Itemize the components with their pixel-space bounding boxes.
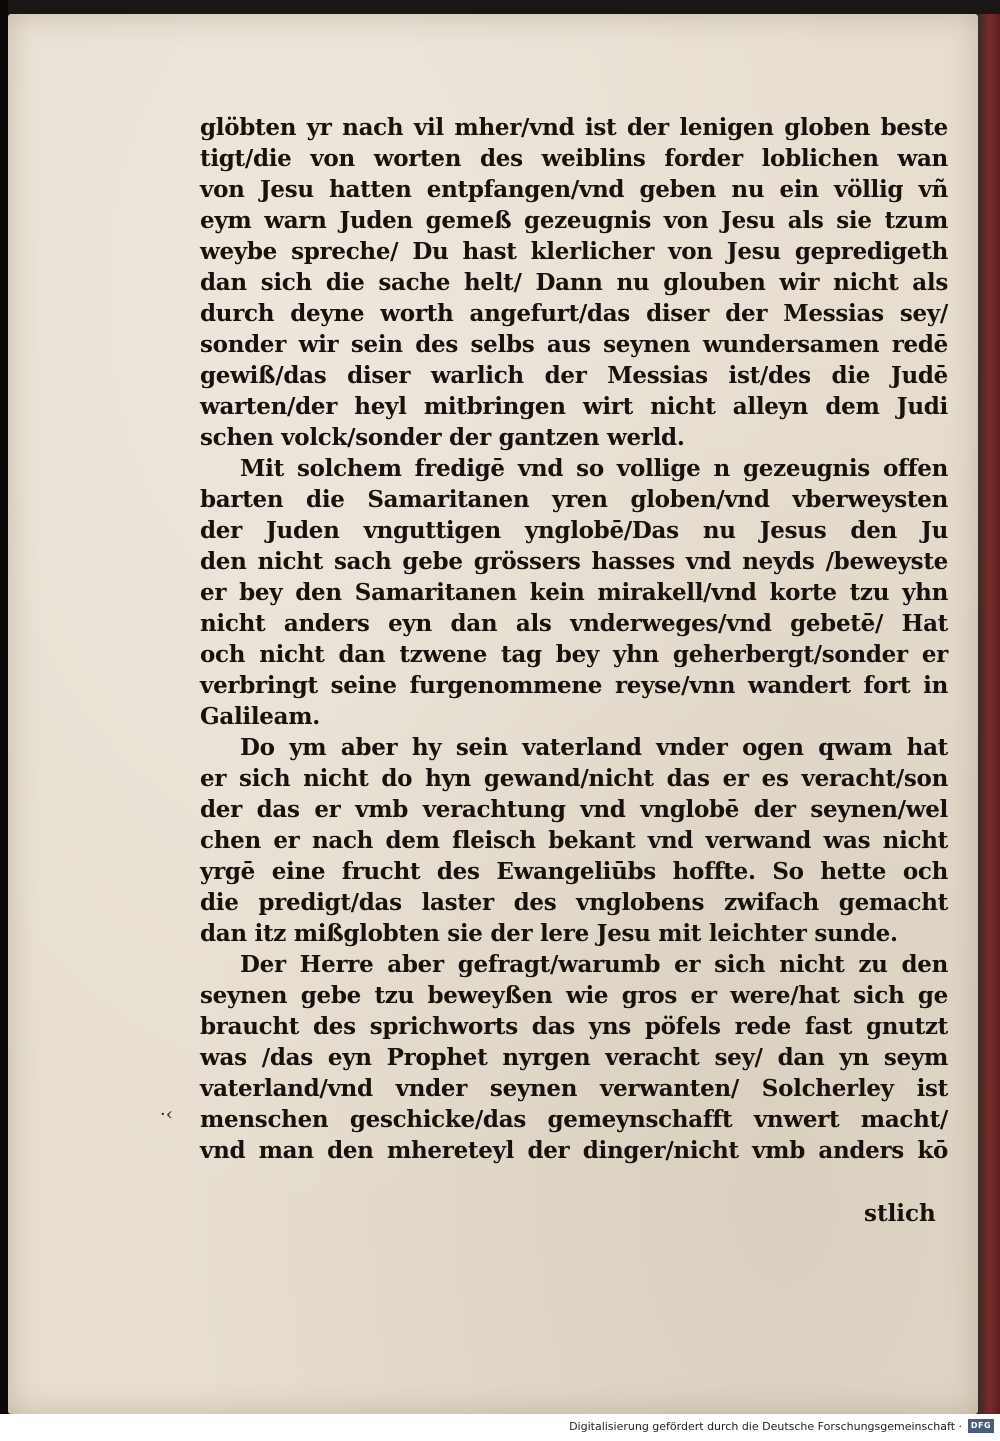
text-line: dan sich die sache helt/ Dann nu glouben wir nicht als (200, 269, 948, 296)
text-line: barten die Samaritanen yren globen/vnd vberweysten (200, 486, 948, 513)
text-line: vnd man den mhereteyl der dinger/nicht vmb anders kō (200, 1137, 948, 1164)
dfg-logo-icon: DFG (968, 1419, 994, 1433)
scan-left-border (0, 0, 8, 1441)
text-line: er sich nicht do hyn gewand/nicht das er es veracht/son (200, 765, 948, 792)
text-line: Mit solchem fredigē vnd so vollige n gezeugnis offen (240, 455, 948, 482)
text-line: braucht des sprichworts das yns pöfels rede fast gnutzt (200, 1013, 948, 1040)
text-line: vaterland/vnd vnder seynen verwanten/ Solcherley ist (200, 1075, 948, 1102)
text-line: eym warn Juden gemeß gezeugnis von Jesu als sie tzum (200, 207, 948, 234)
page-text-block (200, 112, 948, 1166)
footer-bar (0, 1414, 1000, 1441)
text-line: durch deyne worth angefurt/das diser der Messias sey/ (200, 300, 948, 327)
text-line: menschen geschicke/das gemeynschafft vnwert macht/ (200, 1106, 948, 1133)
text-line: tigt/die von worten des weiblins forder loblichen wan (200, 145, 948, 172)
text-line: weybe spreche/ Du hast klerlicher von Jesu gepredigeth (200, 238, 948, 265)
funding-credit: Digitalisierung gefördert durch die Deutsche Forschungsgemeinschaft · (569, 1420, 962, 1433)
text-line: die predigt/das laster des vnglobens zwifach gemacht (200, 889, 948, 916)
text-line: warten/der heyl mitbringen wirt nicht alleyn dem Judi (200, 393, 948, 420)
text-line: sonder wir sein des selbs aus seynen wundersamen redē (200, 331, 948, 358)
text-line: schen volck/sonder der gantzen werld. (200, 424, 685, 451)
text-line: den nicht sach gebe grössers hasses vnd neyds /beweyste (200, 548, 948, 575)
text-line: och nicht dan tzwene tag bey yhn geherbergt/sonder er (200, 641, 948, 668)
text-line: von Jesu hatten entpfangen/vnd geben nu ein völlig vñ (200, 176, 948, 203)
text-line: seynen gebe tzu beweyßen wie gros er were/hat sich ge (200, 982, 948, 1009)
text-line: nicht anders eyn dan als vnderweges/vnd gebetē/ Hat (200, 610, 948, 637)
margin-mark: ·‹ (160, 1104, 173, 1125)
text-line: dan itz mißglobten sie der lere Jesu mit leichter sunde. (200, 920, 898, 947)
text-line: Do ym aber hy sein vaterland vnder ogen qwam hat (240, 734, 948, 761)
text-line: was /das eyn Prophet nyrgen veracht sey/ dan yn seym (200, 1044, 948, 1071)
text-line: Der Herre aber gefragt/warumb er sich nicht zu den (240, 951, 948, 978)
text-line: er bey den Samaritanen kein mirakell/vnd korte tzu yhn (200, 579, 948, 606)
text-line: der das er vmb verachtung vnd vnglobē der seynen/wel (200, 796, 948, 823)
text-line: gewiß/das diser warlich der Messias ist/des die Judē (200, 362, 948, 389)
book-spine-edge (978, 14, 1000, 1414)
catchword: stlich (864, 1200, 936, 1227)
text-line: chen er nach dem fleisch bekant vnd verwand was nicht (200, 827, 948, 854)
text-line: glöbten yr nach vil mher/vnd ist der lenigen globen beste (200, 114, 948, 141)
text-line: yrgē eine frucht des Ewangeliūbs hoffte. So hette och (200, 858, 948, 885)
text-line: der Juden vnguttigen ynglobē/Das nu Jesus den Ju (200, 517, 948, 544)
text-line: Galileam. (200, 703, 320, 730)
text-line: verbringt seine furgenommene reyse/vnn wandert fort in (200, 672, 948, 699)
